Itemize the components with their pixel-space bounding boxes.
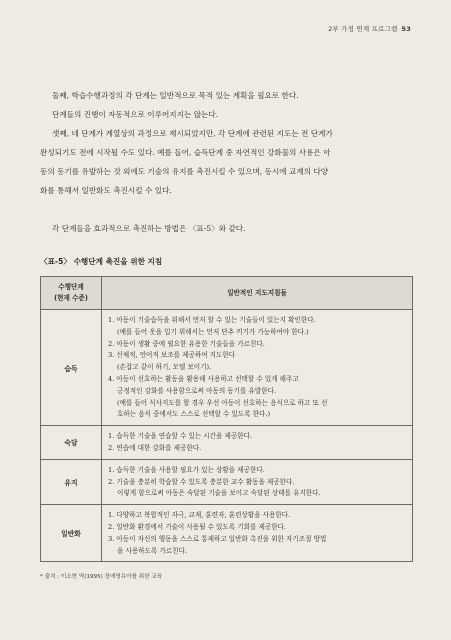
paragraph: 단계들의 진행이 자동적으로 이루어지지는 않는다.	[52, 110, 219, 119]
header-stage-line1: 수행단계	[58, 283, 84, 291]
guideline-line: (손잡고 같이 하기, 모델 보이기).	[117, 363, 212, 372]
guideline-cell	[102, 459, 413, 504]
body-text	[40, 86, 412, 238]
stage-cell: 습득	[41, 310, 102, 426]
table-title: 〈표-5〉 수행단계 촉진을 위한 지침	[40, 257, 163, 266]
table-row	[41, 505, 413, 562]
guideline-line: 긍정적인 강화를 사용함으로써 아동의 동기를 유발한다.	[117, 386, 277, 395]
guideline-cell	[102, 505, 413, 562]
guideline-line: 3. 아동이 자신의 행동을 스스로 통제하고 일반화 촉진을 위한 자기조절 방법	[108, 534, 327, 543]
paragraph: 완성되기도 전에 시작될 수도 있다. 예를 들어, 습득단계 중 자연적인 강화물의 사용은 아	[40, 148, 331, 157]
guideline-line: 2. 기술을 충분히 학습할 수 있도록 충분한 교수 활동을 제공한다.	[108, 477, 295, 486]
guideline-line: 2. 일반화 환경에서 기술이 사용될 수 있도록 기회를 제공한다.	[108, 522, 287, 531]
guideline-line: 호하는 음식 중에서도 스스로 선택할 수 있도록 한다.)	[117, 410, 271, 419]
guideline-cell	[102, 310, 413, 426]
header-guidelines: 일반적인 지도지침들	[102, 277, 413, 310]
stage-cell: 일반화	[41, 505, 102, 562]
guideline-line: 을 사용하도록 가르친다.	[117, 546, 187, 555]
guideline-line: 1. 습득한 기술을 연습할 수 있는 시간을 제공한다.	[108, 432, 253, 441]
guideline-line: (예를 들어 옷을 입기 위해서는 먼저 단추 끼기가 가능하여야 한다.)	[117, 327, 309, 336]
stage-cell: 유지	[41, 459, 102, 504]
guideline-line: (예를 들어 식사지도를 할 경우 우선 아동이 선호하는 음식으로 하고 또 선	[117, 398, 328, 407]
guideline-line: 2. 아동이 생활 중에 필요한 유용한 기술들을 가르친다.	[108, 339, 265, 348]
stage-cell: 숙달	[41, 426, 102, 460]
header-stage-line2: (현재 수준)	[54, 294, 88, 302]
paragraph: 각 단계들을 효과적으로 촉진하는 방법은 〈표-5〉와 같다.	[52, 224, 246, 233]
guideline-line: 1. 아동이 기술습득을 위해서 먼저 할 수 있는 기술들이 있는지 확인한다.	[108, 316, 316, 324]
running-header	[328, 24, 411, 33]
paragraph: 셋째, 네 단계가 계열상의 과정으로 제시되었지만, 각 단계에 관련된 지도는 전 단계가	[52, 129, 333, 138]
paragraph: 둘째, 학습수행과정의 각 단계는 일반적으로 목적 있는 계획을 필요로 한다.	[52, 91, 299, 100]
paragraph: 화를 통해서 일반화도 촉진시킬 수 있다.	[40, 186, 172, 195]
source-note: * 출처 : 이소현 역(1995) 장애영유아를 위한 교육	[40, 574, 163, 580]
table-row	[41, 459, 413, 504]
guideline-line: 2. 연습에 대한 강화를 제공한다.	[108, 443, 202, 452]
guideline-line: 1. 다양하고 복합적인 자극, 교재, 훈련자, 훈련상황을 사용한다.	[108, 511, 291, 520]
guideline-line: 3. 신체적, 언어적 보조를 제공하여 지도한다	[108, 351, 236, 360]
header-stage	[41, 277, 102, 310]
table-header-row	[41, 277, 413, 310]
guideline-line: 1. 습득한 기술을 사용할 필요가 있는 상황을 제공한다.	[108, 465, 265, 474]
guideline-cell	[102, 426, 413, 460]
guideline-table	[40, 276, 413, 562]
guideline-line: 이렇게 함으로써 아동은 숙달된 기술을 보이고 숙달된 상태를 유지한다.	[117, 489, 321, 498]
paragraph: 동의 동기를 유발하는 것 외에도 기술의 유지를 촉진시킬 수 있으며, 동시에 교재의 다양	[40, 167, 329, 176]
table-row	[41, 310, 413, 426]
page-number: 53	[401, 25, 411, 33]
guideline-line: 4. 아동이 선호하는 활동을 활용해 사용하고 선택할 수 있게 해주고	[108, 374, 299, 383]
table-row	[41, 426, 413, 460]
header-part-title: 2부 가정 연계 프로그램	[328, 25, 398, 33]
